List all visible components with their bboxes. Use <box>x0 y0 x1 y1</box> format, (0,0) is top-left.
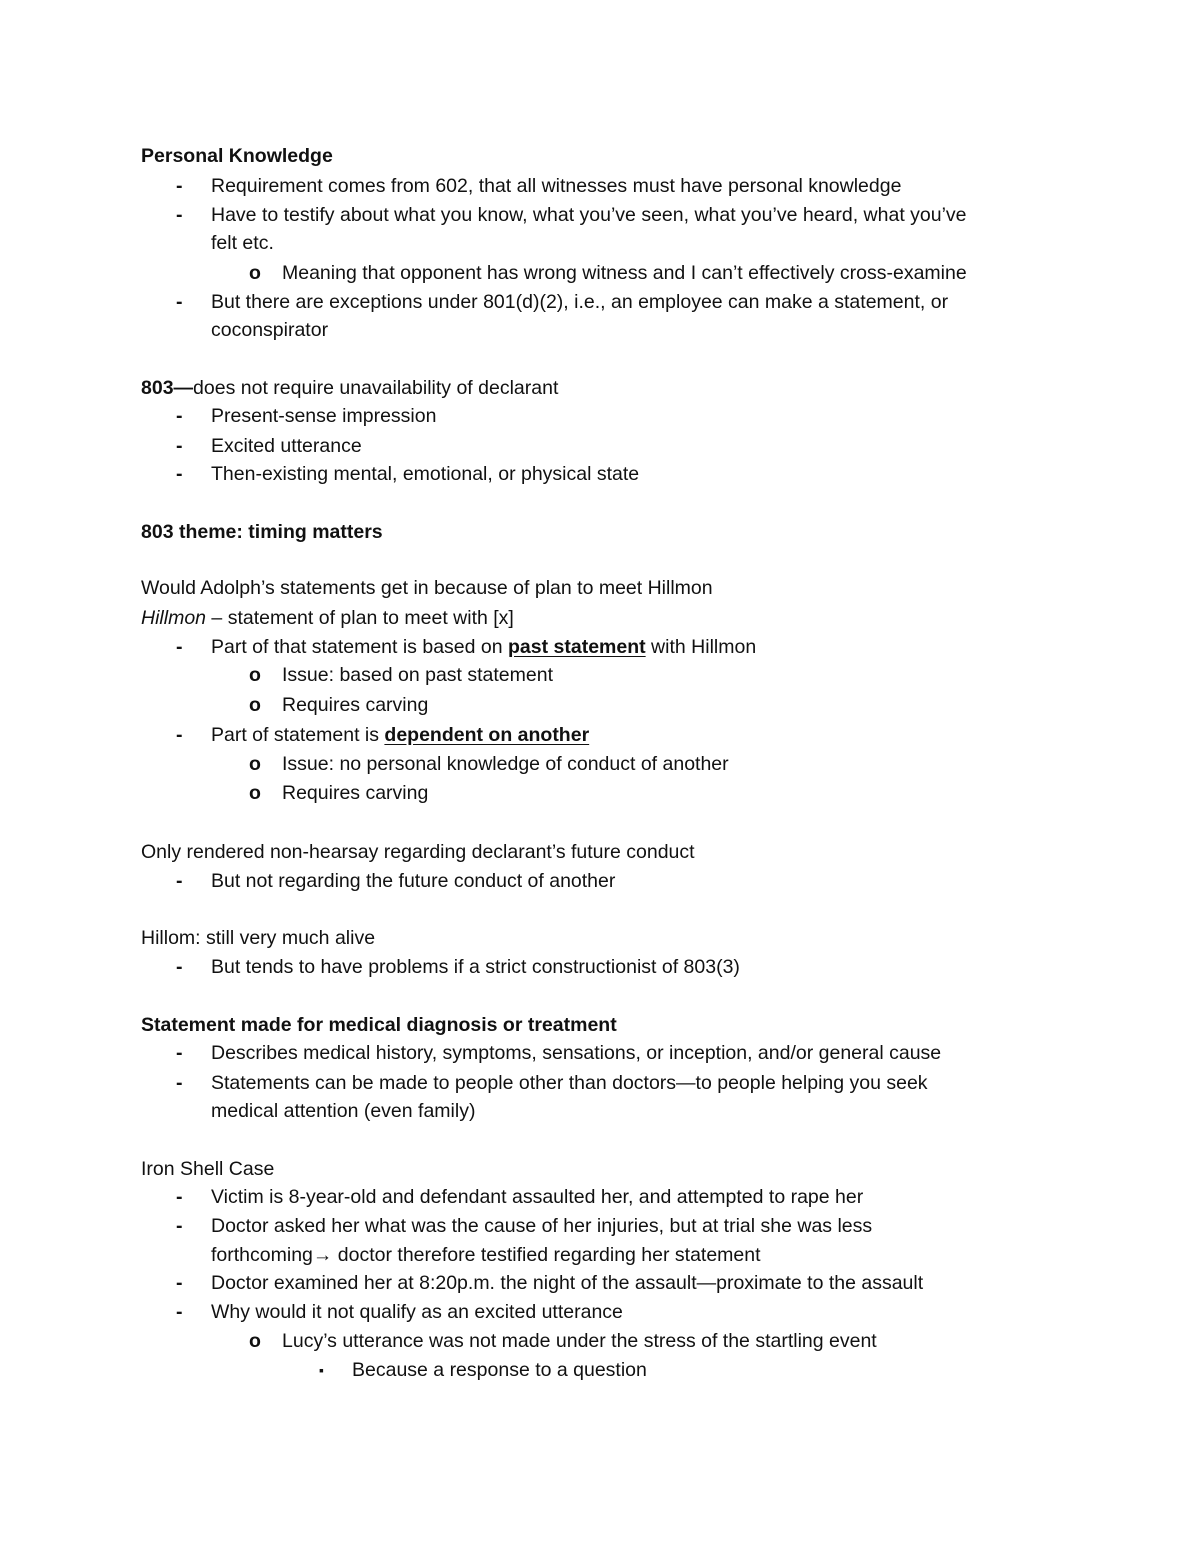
sub-sub-bullet-text: Because a response to a question <box>352 1359 647 1381</box>
bullet-text: Describes medical history, symptoms, sensations, or inception, and/or general cause <box>211 1042 942 1064</box>
bullet-circle: o <box>249 782 261 804</box>
bullet-dash: - <box>176 405 183 427</box>
sub-bullet-text: Lucy’s utterance was not made under the stress of the startling event <box>282 1330 877 1352</box>
bullet-dash: - <box>176 636 183 658</box>
heading-803-rest: does not require unavailability of declarant <box>193 377 559 399</box>
bullet-dash: - <box>176 956 183 978</box>
underlined-phrase: past statement <box>508 636 646 658</box>
bullet-dash: - <box>176 1072 183 1094</box>
bullet-circle: o <box>249 262 261 284</box>
heading-personal-knowledge: Personal Knowledge <box>141 145 333 167</box>
sub-bullet-text: Requires carving <box>282 782 429 804</box>
bullet-text: Doctor asked her what was the cause of her injuries, but at trial she was less <box>211 1215 873 1237</box>
bullet-circle: o <box>249 1330 261 1352</box>
bullet-text: Statements can be made to people other than doctors—to people helping you seek <box>211 1072 928 1094</box>
bullet-dash: - <box>176 463 183 485</box>
sub-bullet-text: Requires carving <box>282 694 429 716</box>
bullet-dash: - <box>176 724 183 746</box>
paragraph-line: Hillom: still very much alive <box>141 927 376 949</box>
paragraph-line: Only rendered non-hearsay regarding declarant’s future conduct <box>141 841 695 863</box>
bullet-text: Why would it not qualify as an excited utterance <box>211 1301 623 1323</box>
bullet-dash: - <box>176 870 183 892</box>
bullet-text: Then-existing mental, emotional, or physical state <box>211 463 640 485</box>
bullet-text: Excited utterance <box>211 435 362 457</box>
bullet-text: But there are exceptions under 801(d)(2), i.e., an employee can make a statement, or <box>211 291 949 313</box>
bullet-circle: o <box>249 753 261 775</box>
bullet-dash: - <box>176 175 183 197</box>
bullet-dash: - <box>176 291 183 313</box>
bullet-dash: - <box>176 204 183 226</box>
bullet-text <box>211 723 589 747</box>
bullet-dash: - <box>176 1215 183 1237</box>
case-name-italic: Hillmon <box>141 607 207 629</box>
sub-bullet-text: Meaning that opponent has wrong witness and I can’t effectively cross-examine <box>282 262 967 284</box>
bullet-circle: o <box>249 694 261 716</box>
bullet-text-cont: coconspirator <box>211 319 329 341</box>
sub-bullet-text: Issue: based on past statement <box>282 664 554 686</box>
bullet-text <box>211 635 756 659</box>
bullet-square: ▪ <box>319 1362 324 1378</box>
bullet-dash: - <box>176 1186 183 1208</box>
bullet-text-cont: medical attention (even family) <box>211 1100 476 1122</box>
bullet-text: But not regarding the future conduct of another <box>211 870 616 892</box>
bullet-text-pre: Part of statement is <box>211 724 385 746</box>
paragraph-text: – statement of plan to meet with [x] <box>206 607 514 629</box>
bullet-circle: o <box>249 664 261 686</box>
bullet-text-cont: forthcoming→ doctor therefore testified regarding her statement <box>211 1244 761 1266</box>
bullet-text-pre: Part of that statement is based on <box>211 636 509 658</box>
bullet-dash: - <box>176 1272 183 1294</box>
heading-803-bold: 803— <box>141 377 194 399</box>
bullet-text: But tends to have problems if a strict constructionist of 803(3) <box>211 956 740 978</box>
bullet-text-post: with Hillmon <box>645 636 757 658</box>
paragraph-line <box>141 606 514 630</box>
bullet-text-cont: felt etc. <box>211 232 274 254</box>
bullet-text: Present-sense impression <box>211 405 437 427</box>
heading-803-theme: 803 theme: timing matters <box>141 521 383 543</box>
underlined-phrase: dependent on another <box>384 724 590 746</box>
bullet-dash: - <box>176 1301 183 1323</box>
bullet-text: Victim is 8-year-old and defendant assaulted her, and attempted to rape her <box>211 1186 864 1208</box>
bullet-dash: - <box>176 435 183 457</box>
bullet-text: Have to testify about what you know, what you’ve seen, what you’ve heard, what you’ve <box>211 204 967 226</box>
bullet-text: Requirement comes from 602, that all witnesses must have personal knowledge <box>211 175 902 197</box>
bullet-text: Doctor examined her at 8:20p.m. the night of the assault—proximate to the assault <box>211 1272 924 1294</box>
bullet-dash: - <box>176 1042 183 1064</box>
paragraph-line: Iron Shell Case <box>141 1158 275 1180</box>
sub-bullet-text: Issue: no personal knowledge of conduct of another <box>282 753 729 775</box>
heading-medical-diagnosis: Statement made for medical diagnosis or treatment <box>141 1014 617 1036</box>
heading-803 <box>141 376 558 400</box>
paragraph-line: Would Adolph’s statements get in because of plan to meet Hillmon <box>141 577 713 599</box>
